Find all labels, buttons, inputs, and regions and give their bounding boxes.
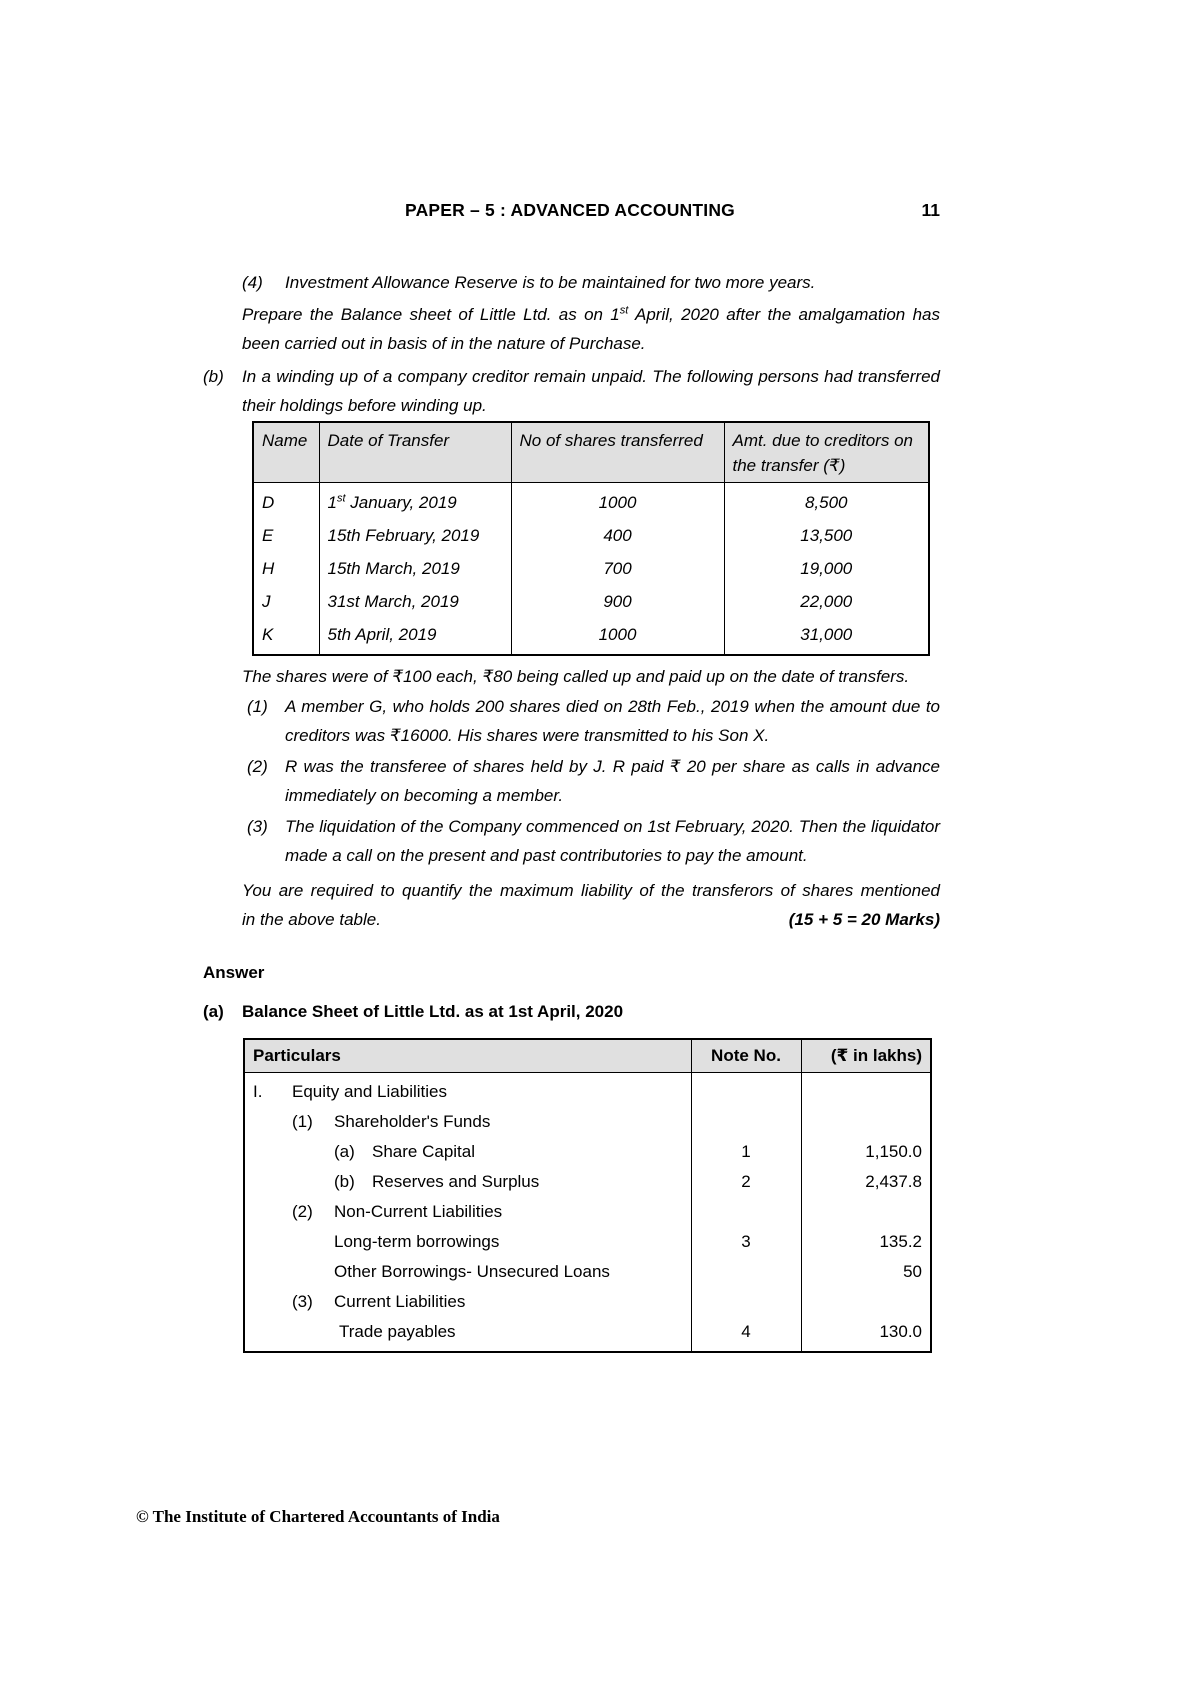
prepare-text-part2: April, 2020 after the amalgamation has been carried out in basis of in the nature of Purchase. [242,305,940,353]
header-amount-due: Amt. due to creditors on the transfer (₹) [724,422,929,483]
cell-shares: 900 [511,585,724,618]
cell-amount: 31,000 [724,618,929,655]
point-1-marker: (1) [247,697,268,716]
balance-sheet-table [243,1038,932,1353]
row-label: Long-term borrowings [334,1232,500,1251]
part-b-marker: (b) [203,367,224,386]
row-marker: (a) [334,1142,355,1161]
cell-amount: 50 [801,1257,931,1287]
part-a-title: Balance Sheet of Little Ltd. as at 1st April, 2020 [242,1002,624,1021]
cell-amount [801,1197,931,1227]
row-marker: (3) [292,1292,313,1311]
point-2-text: R was the transferee of shares held by J. R paid ₹ 20 per share as calls in advance immediately on becoming a member. [285,757,940,805]
transfer-row [253,519,929,552]
cell-particulars [244,1227,691,1257]
row-label: Current Liabilities [334,1292,466,1311]
prepare-paragraph [242,300,940,358]
question-point-4 [242,268,940,297]
balance-sheet-row [244,1197,931,1227]
cell-particulars [244,1107,691,1137]
cell-name: E [253,519,319,552]
balance-sheet-header-row [244,1039,931,1073]
cell-particulars [244,1073,691,1108]
cell-particulars [244,1257,691,1287]
balance-sheet-row [244,1227,931,1257]
cell-amount: 13,500 [724,519,929,552]
transfer-row [253,585,929,618]
cell-amount: 2,437.8 [801,1167,931,1197]
prepare-text-part1: Prepare the Balance sheet of Little Ltd. as on 1 [242,305,620,324]
copyright-footer: © The Institute of Chartered Accountants of India [136,1507,500,1526]
cell-name: J [253,585,319,618]
cell-amount [801,1073,931,1108]
row-marker [253,1259,334,1285]
ordinal-suffix: st [336,492,346,505]
row-marker: (1) [292,1112,313,1131]
requirement-paragraph [242,876,940,934]
cell-date [319,552,511,585]
row-label: Reserves and Surplus [372,1172,540,1191]
header-date-of-transfer: Date of Transfer [319,422,511,483]
point-2-marker: (2) [247,757,268,776]
cell-note-no [691,1197,801,1227]
cell-date [319,519,511,552]
row-marker: (2) [292,1202,313,1221]
row-label: Non-Current Liabilities [334,1202,503,1221]
cell-particulars [244,1137,691,1167]
cell-shares: 1000 [511,483,724,520]
cell-particulars [244,1317,691,1352]
cell-amount: 22,000 [724,585,929,618]
row-label: Shareholder's Funds [334,1112,491,1131]
date-text: 5th April, 2019 [327,625,437,644]
requirement-line-2-text: in the above table. [242,910,381,929]
date-text: January, 2019 [345,493,457,512]
cell-shares: 1000 [511,618,724,655]
page-header [136,200,940,222]
cell-name: H [253,552,319,585]
transfer-row [253,483,929,520]
cell-note-no: 2 [691,1167,801,1197]
cell-date [319,585,511,618]
answer-heading: Answer [203,963,265,982]
cell-particulars [244,1167,691,1197]
page-number: 11 [921,200,940,220]
paper-title: PAPER – 5 : ADVANCED ACCOUNTING [405,200,735,220]
row-label: Trade payables [339,1322,456,1341]
balance-sheet-row [244,1317,931,1352]
cell-note-no: 4 [691,1317,801,1352]
cell-amount: 135.2 [801,1227,931,1257]
requirement-line-2 [242,905,940,934]
cell-shares: 400 [511,519,724,552]
point-3-text: The liquidation of the Company commenced on 1st February, 2020. Then the liquidator made a call on the present and past contributories to pay the amount. [285,817,940,865]
date-text: 1 [327,493,337,512]
question-point-3 [247,812,940,870]
cell-name: D [253,483,319,520]
cell-amount: 1,150.0 [801,1137,931,1167]
cell-note-no [691,1073,801,1108]
transfer-row [253,552,929,585]
question-point-1 [247,692,940,750]
part-a-marker: (a) [203,1002,224,1021]
header-shares-transferred: No of shares transferred [511,422,724,483]
transfer-table-header-row [253,422,929,483]
cell-particulars [244,1287,691,1317]
header-rupees-in-lakhs: (₹ in lakhs) [801,1039,931,1073]
requirement-line-1: You are required to quantify the maximum liability of the transferors of shares mentioned [242,881,940,900]
cell-name: K [253,618,319,655]
date-text: 15th March, 2019 [327,559,460,578]
point-4-text: Investment Allowance Reserve is to be maintained for two more years. [285,273,816,292]
cell-amount [801,1107,931,1137]
part-b-text: In a winding up of a company creditor remain unpaid. The following persons had transferred their holdings before winding up. [242,367,940,415]
balance-sheet-row [244,1137,931,1167]
cell-note-no: 3 [691,1227,801,1257]
cell-note-no [691,1287,801,1317]
question-part-b [203,362,940,420]
header-particulars: Particulars [244,1039,691,1073]
ordinal-suffix: st [619,304,629,317]
cell-note-no [691,1107,801,1137]
row-label: Share Capital [372,1142,476,1161]
balance-sheet-row [244,1167,931,1197]
cell-shares: 700 [511,552,724,585]
row-marker [253,1229,334,1255]
cell-amount: 130.0 [801,1317,931,1352]
transfer-table [252,421,930,656]
row-marker [253,1319,339,1345]
balance-sheet-row [244,1257,931,1287]
row-label: Other Borrowings- Unsecured Loans [334,1262,610,1281]
date-text: 15th February, 2019 [327,526,480,545]
point-1-text: A member G, who holds 200 shares died on 28th Feb., 2019 when the amount due to creditors was ₹16000. His shares were transmitted to his Son X. [285,697,940,745]
date-text: 31st March, 2019 [327,592,459,611]
header-note-no: Note No. [691,1039,801,1073]
cell-date [319,618,511,655]
row-label: Equity and Liabilities [292,1082,447,1101]
cell-note-no: 1 [691,1137,801,1167]
row-marker: (b) [334,1172,355,1191]
point-3-marker: (3) [247,817,268,836]
marks-label: (15 + 5 = 20 Marks) [788,910,940,929]
row-marker: I. [253,1082,263,1101]
transfer-row [253,618,929,655]
cell-amount: 8,500 [724,483,929,520]
header-name: Name [253,422,319,483]
balance-sheet-row [244,1073,931,1108]
cell-amount: 19,000 [724,552,929,585]
answer-part-a-heading [203,997,940,1026]
cell-amount [801,1287,931,1317]
cell-date [319,483,511,520]
question-point-2 [247,752,940,810]
cell-particulars [244,1197,691,1227]
balance-sheet-row [244,1287,931,1317]
shares-note: The shares were of ₹100 each, ₹80 being called up and paid up on the date of transfers. [242,667,910,686]
cell-note-no [691,1257,801,1287]
point-4-marker: (4) [242,273,263,292]
balance-sheet-row [244,1107,931,1137]
